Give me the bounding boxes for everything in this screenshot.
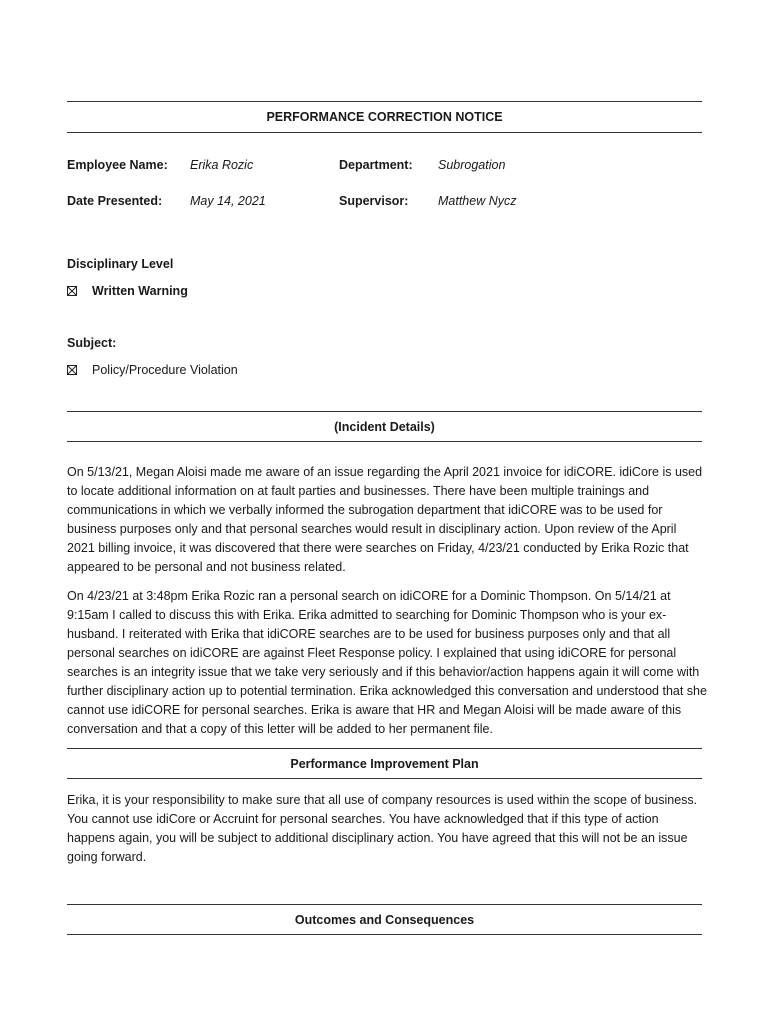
divider <box>67 441 702 442</box>
checked-box-icon[interactable] <box>67 286 77 296</box>
divider <box>67 411 702 412</box>
divider <box>67 904 702 905</box>
divider <box>67 101 702 102</box>
checked-box-icon[interactable] <box>67 365 77 375</box>
subject-label: Subject: <box>67 336 117 350</box>
divider <box>67 934 702 935</box>
department-label: Department: <box>339 158 413 172</box>
department-value: Subrogation <box>438 158 506 172</box>
divider <box>67 778 702 779</box>
performance-improvement-plan-heading: Performance Improvement Plan <box>290 757 479 771</box>
date-presented-value: May 14, 2021 <box>190 194 266 208</box>
supervisor-label: Supervisor: <box>339 194 409 208</box>
disciplinary-level-option-label: Written Warning <box>92 284 188 298</box>
subject-option-label: Policy/Procedure Violation <box>92 363 238 377</box>
outcomes-and-consequences-heading: Outcomes and Consequences <box>294 913 475 927</box>
divider <box>67 748 702 749</box>
incident-paragraph-1: On 5/13/21, Megan Aloisi made me aware of an issue regarding the April 2021 invoice for idiCORE. idiCore is used to locate additional information on at fault parties and businesses. There have been multiple trainings and communications in which we verbally informed the subrogation department that idiCORE was to be used for business purposes only and that personal searches would result in disciplinary action. Upon review of the April 2021 billing invoice, it was discovered that there were searches on Friday, 4/23/21 conducted by Erika Rozic that appeared to be personal and not business related. <box>67 465 703 574</box>
disciplinary-level-option <box>67 283 188 299</box>
subject-option <box>67 362 238 378</box>
disciplinary-level-label: Disciplinary Level <box>67 257 174 271</box>
document-title: PERFORMANCE CORRECTION NOTICE <box>266 110 503 124</box>
pip-paragraph: Erika, it is your responsibility to make sure that all use of company resources is used within the scope of business. You cannot use idiCore or Accruint for personal searches. You have acknowledged that if this type of action happens again, you will be subject to additional disciplinary action. You have agreed that this will not be an issue going forward. <box>67 793 698 864</box>
incident-details-heading: (Incident Details) <box>334 420 435 434</box>
supervisor-value: Matthew Nycz <box>438 194 517 208</box>
date-presented-label: Date Presented: <box>67 194 163 208</box>
divider <box>67 132 702 133</box>
employee-name-label: Employee Name: <box>67 158 168 172</box>
employee-name-value: Erika Rozic <box>190 158 254 172</box>
incident-paragraph-2: On 4/23/21 at 3:48pm Erika Rozic ran a personal search on idiCORE for a Dominic Thompson. On 5/14/21 at 9:15am I called to discuss this with Erika. Erika admitted to searching for Dominic Thompson who is your ex-husband. I reiterated with Erika that idiCORE searches are to be used for business purposes only and that all personal searches on idiCORE are against Fleet Response policy. I explained that using idiCORE for personal searches is an integrity issue that we take very seriously and if this behavior/action happens again it will come with further disciplinary action up to potential termination. Erika acknowledged this conversation and understood that she cannot use idiCORE for personal searches. Erika is aware that HR and Megan Aloisi will be made aware of this conversation and that a copy of this letter will be added to her permanent file. <box>67 589 707 736</box>
